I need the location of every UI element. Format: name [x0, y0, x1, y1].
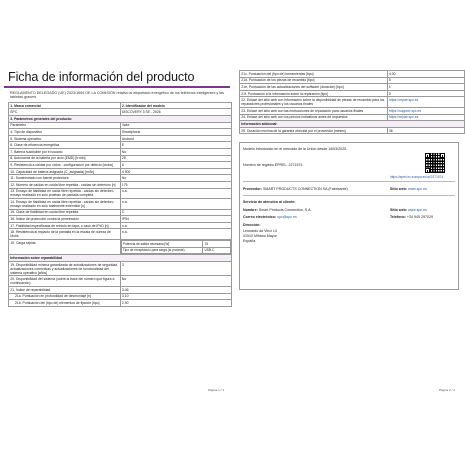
row-label: 13. Ensayo de fiabilidad en caída libre repetida - caídas sin deterioro, ensayo realizado en solo pruebas de pantalla completa [9, 188, 121, 199]
row-label: 21d. Puntuación de los piezas de recambio [tipo] [240, 77, 388, 84]
table-row [9, 168, 232, 175]
row-value[interactable]: https://repair.spc.es [387, 114, 465, 121]
row-label: 22. Enlace del sitio web con información sobre la disponibilidad de piezas de recambio para los reparadores profesionales y los usuarios finales [240, 97, 388, 108]
row-label: 21f. Puntuación a la información sobre la reparación [tipo] [240, 90, 388, 97]
row-label: 11. Suministrado con fuente protectora [9, 175, 121, 182]
row-label: 21. Índice de reparabilidad [9, 287, 121, 294]
eprel-number: Número de registro EPREL: 2271574 [243, 163, 303, 168]
email-link[interactable]: spc@spc.es [277, 215, 297, 220]
row-value: n.a. [120, 222, 232, 229]
provider-web-link[interactable]: www.spc.es [407, 187, 427, 192]
row-label: 16. Índice de protección contra la penetración [9, 216, 121, 223]
table-row [9, 261, 232, 276]
table-row [9, 129, 232, 136]
table-row [9, 293, 232, 300]
table-row [240, 90, 465, 97]
row-label: 23. Enlace del sitio web con las instrucciones de reparación para usuarios finales [240, 107, 388, 114]
row-label: 4. Tipo de dispositivo [9, 129, 121, 136]
row-value: 15 [203, 241, 231, 248]
row-value: 175 [120, 181, 232, 188]
table-row [9, 209, 232, 216]
eprel-link[interactable]: https://eprel.ec.europa.eu/qr/2271574 [390, 175, 444, 180]
regulation-intro: REGLAMENTO DELEGADO (UE) 2023/1669 DE LA COMISIÓN relativo al etiquetado energético de los teléfonos inteligentes y las tabletas gravers [10, 90, 224, 100]
provider-website: Sitio web: www.spc.es [390, 187, 427, 192]
table-row [121, 241, 231, 248]
row-value: 5 [387, 90, 465, 97]
table-row [9, 175, 232, 182]
row-value: 36 [387, 127, 465, 134]
row-value: USB-C [203, 247, 231, 254]
table-row [9, 300, 232, 307]
row-label: Potencia de salida necesaria [W] [121, 241, 203, 248]
row-label: 18. Resistencia al impacto de la pantalla en la escala de dureza de Mohs [9, 229, 121, 240]
customer-service-heading: Servicio de atención al cliente: [243, 200, 296, 205]
row-label: 25. Duración mínima de la garantía ofrecida por el proveedor [meses] [240, 127, 388, 134]
row-value: n.a. [120, 229, 232, 240]
table-row [240, 84, 465, 91]
row-value: IP54 [120, 216, 232, 223]
row-label: 1. Marca comercial [9, 102, 121, 109]
row-label: 19. Disponibilidad mínima garantizada de actualizaciones de seguridad, actualizaciones correctivas y actualizaciones de funcionalidad del sistema operativo [años] [10, 262, 119, 275]
row-label: 8. Autonomía de la batería por ciclo (EMD) [h:min] [9, 155, 121, 162]
row-value: n.a. [120, 188, 232, 199]
table-row [240, 97, 465, 108]
row-value: n.a. [120, 199, 232, 210]
table-row [9, 216, 232, 223]
row-label: 5. Sistema operativo [9, 135, 121, 142]
eprel-qr-code-icon [425, 153, 445, 173]
service-phone: Teléfono: +34 945 297029 [390, 215, 433, 220]
address-line: España [243, 239, 256, 244]
row-label: 21e. Puntuación de las actualizaciones del software (duración) [tipo] [240, 84, 388, 91]
table-row [9, 162, 232, 169]
row-label: 21a. Puntuación en profundidad de desmontaje [n] [9, 293, 121, 300]
table-row [9, 240, 232, 255]
row-label: 10. Capacidad de batería asignada (C_asignada) [mAh] [9, 168, 121, 175]
row-label: 7. Batería sustituible por el usuario [9, 148, 121, 155]
row-value: 3 [120, 261, 232, 276]
address-label: Dirección: [243, 223, 261, 228]
table-row [9, 102, 232, 109]
title-divider [4, 86, 230, 88]
section-header-row [240, 121, 465, 128]
table-row [9, 122, 232, 129]
row-value: 3,46 [120, 287, 232, 294]
row-label: 21b. Puntuación del (tipo de) elementos de fijación [tipo] [9, 300, 121, 307]
table-row [9, 229, 232, 240]
row-value: Smartphone [120, 129, 232, 136]
address-line: 01510 Miñano Mayor [243, 234, 277, 239]
row-label: Parámetro [9, 122, 121, 129]
service-name: Nombre: Smart Products Connection, S.A. [243, 208, 312, 213]
section-header-row [9, 115, 232, 122]
row-label: 21c. Puntuación del (tipo de) herramientas [tipo] [240, 71, 388, 78]
row-value: 4 900 [120, 168, 232, 175]
repairability-table [239, 70, 465, 134]
table-row [121, 247, 231, 254]
row-value: E [120, 142, 232, 149]
service-web-link[interactable]: www.spc.es [407, 208, 427, 213]
row-value[interactable]: https://support.spc.es [387, 107, 465, 114]
page-number: Página 2 / 2 [438, 388, 455, 392]
address-line: Leonardo da Vinci 14 [243, 229, 277, 234]
row-value: 1 [387, 84, 465, 91]
row-value: 2,90 [120, 300, 232, 307]
table-row [240, 77, 465, 84]
table-row [9, 276, 232, 287]
row-value: 28 [120, 155, 232, 162]
row-value: Valor [120, 122, 232, 129]
row-label: 6. Clase de eficiencia energética [9, 142, 121, 149]
section-header-row [9, 255, 232, 262]
table-row [9, 188, 232, 199]
provider-line: Proveedor: SMART PRODUCTS CONNECTION SA (Fabricante) [243, 187, 348, 192]
document-page-2 [235, 64, 461, 394]
table-row [9, 287, 232, 294]
page-title: Ficha de información del producto [8, 70, 195, 84]
row-value: No [120, 148, 232, 155]
row-value: No [120, 175, 232, 182]
table-row [240, 71, 465, 78]
row-label: Información adicional: [240, 121, 465, 128]
row-value: Android [120, 135, 232, 142]
row-label: 9. Resistencia a caídas por ciclos - configuración por defecto [ciclos] [9, 162, 121, 169]
table-row [9, 135, 232, 142]
row-label: 14. Ensayo de fiabilidad en caída libre repetida - caídas sin deterioro, ensayo realizado en solo totalmente extendido [n] [9, 199, 121, 210]
row-label: 15. Clase de fiabilidad en caída libre repetida [9, 209, 121, 216]
row-value: No [120, 276, 232, 287]
table-row [9, 222, 232, 229]
row-value: 6 [120, 162, 232, 169]
table-row [240, 114, 465, 121]
table-row [240, 127, 465, 134]
table-row [9, 142, 232, 149]
market-date-note: Modelo introducido en el mercado de la Unión desde 14/03/2025. [243, 147, 348, 152]
row-value: 5 [387, 77, 465, 84]
table-row [9, 181, 232, 188]
table-row [240, 107, 465, 114]
row-label: 3. Parámetros generales del producto: [9, 115, 232, 122]
service-website: Sitio web: www.spc.es [390, 208, 427, 213]
row-label: SPC [9, 109, 121, 116]
row-label: 19. Carga rápida [9, 240, 121, 255]
document-page-1 [4, 64, 230, 394]
row-value: 4,00 [387, 71, 465, 78]
product-info-table [8, 102, 232, 307]
row-value: 3,10 [120, 293, 232, 300]
row-label: 24. Enlace del sitio web con los precios indicativos antes de impuestos [240, 114, 388, 121]
row-label: Información sobre reparabilidad [9, 255, 232, 262]
row-value: C [120, 209, 232, 216]
table-row [9, 155, 232, 162]
table-row [9, 148, 232, 155]
row-label: Tipo de receptáculo para carga (si procede) [121, 247, 203, 254]
row-value[interactable]: https://repair.spc.es [387, 97, 465, 108]
table-row [9, 109, 232, 116]
model-registration-box [239, 142, 459, 290]
service-email: Correo electrónico: spc@spc.es [243, 215, 297, 220]
row-label: 20. Disponibilidad del sistema (sobre la base del número que figura a continuación) [9, 276, 121, 287]
page-number: Página 1 / 2 [207, 388, 224, 392]
table-row [9, 199, 232, 210]
row-value: DISCOVERY 3 SE - 2526 [120, 109, 232, 116]
row-label: 12. Número de caídas en caída libre repetida - caídas sin deterioro [n] [9, 181, 121, 188]
row-value: 2. Identificador del modelo [120, 102, 232, 109]
row-label: 17. Fiabilidad especificada de reinicio en tapa, o caso de IPxD [n] [9, 222, 121, 229]
